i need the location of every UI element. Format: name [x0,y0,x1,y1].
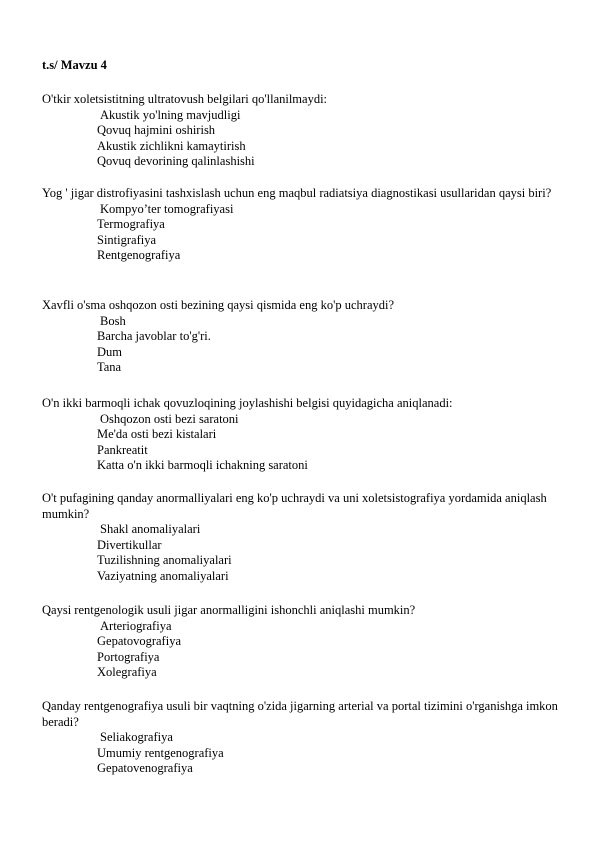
answer-option: Gepatovenografiya [97,761,193,775]
question-block [42,491,562,584]
document-title: t.s/ Mavzu 4 [42,58,107,72]
answer-options [42,314,562,376]
question-text: Qaysi rentgenologik usuli jigar anormalligini ishonchli aniqlashi mumkin? [42,603,416,617]
question-text: O'n ikki barmoqli ichak qovuzloqining joylashishi belgisi quyidagicha aniqlanadi: [42,396,453,410]
question-block [42,298,562,376]
answer-options [42,412,562,474]
answer-option: Umumiy rentgenografiya [97,745,224,760]
answer-option: Barcha javoblar to'g'ri. [97,329,211,343]
answer-option: Dum [97,344,122,359]
answer-option: Katta o'n ikki barmoqli ichakning saratoni [97,458,308,472]
answer-option: Seliakografiya [100,730,173,744]
answer-option: Kompyo’ter tomografiyasi [100,201,234,216]
answer-option: Pankreatit [97,442,148,457]
answer-option: Me'da osti bezi kistalari [97,427,217,441]
question-block [42,603,562,681]
answer-options [42,202,562,264]
answer-option: Tuzilishning anomaliyalari [97,553,232,567]
answer-option: Oshqozon osti bezi saratoni [100,411,239,426]
question-text: Yog ' jigar distrofiyasini tashxislash uchun eng maqbul radiatsiya diagnostikasi usullaridan qaysi biri? [42,186,552,200]
answer-options [42,730,562,777]
question-text: O't pufagining qanday anormalliyalari eng ko'p uchraydi va uni xoletsistografiya yordamida aniqlash mumkin? [42,491,547,521]
question-text: Qanday rentgenografiya usuli bir vaqtning o'zida jigarning arterial va portal tizimini o'rganishga imkon beradi? [42,699,558,729]
answer-option: Divertikullar [97,537,162,552]
answer-option: Rentgenografiya [97,248,181,262]
answer-options [42,619,562,681]
answer-option: Akustik yo'lning mavjudligi [100,107,241,122]
question-block [42,396,562,474]
question-block [42,186,562,264]
answer-options [42,522,562,584]
answer-option: Tana [97,360,122,374]
answer-option: Qovuq hajmini oshirish [97,123,216,137]
question-block [42,92,562,170]
answer-option: Arteriografiya [100,618,172,633]
question-text: O'tkir xoletsistitning ultratovush belgilari qo'llanilmaydi: [42,92,328,106]
answer-option: Shakl anomaliyalari [100,522,201,536]
answer-option: Sintigrafiya [97,232,157,247]
answer-option: Gepatovografiya [97,634,181,648]
answer-option: Xolegrafiya [97,665,157,679]
answer-option: Vaziyatning anomaliyalari [97,568,229,583]
answer-option: Bosh [100,313,126,328]
answer-options [42,108,562,170]
answer-option: Termografiya [97,217,165,231]
question-text: Xavfli o'sma oshqozon osti bezining qaysi qismida eng ko'p uchraydi? [42,298,395,312]
question-block [42,699,562,777]
answer-option: Portografiya [97,649,160,664]
answer-option: Akustik zichlikni kamaytirish [97,138,246,153]
answer-option: Qovuq devorining qalinlashishi [97,154,255,168]
